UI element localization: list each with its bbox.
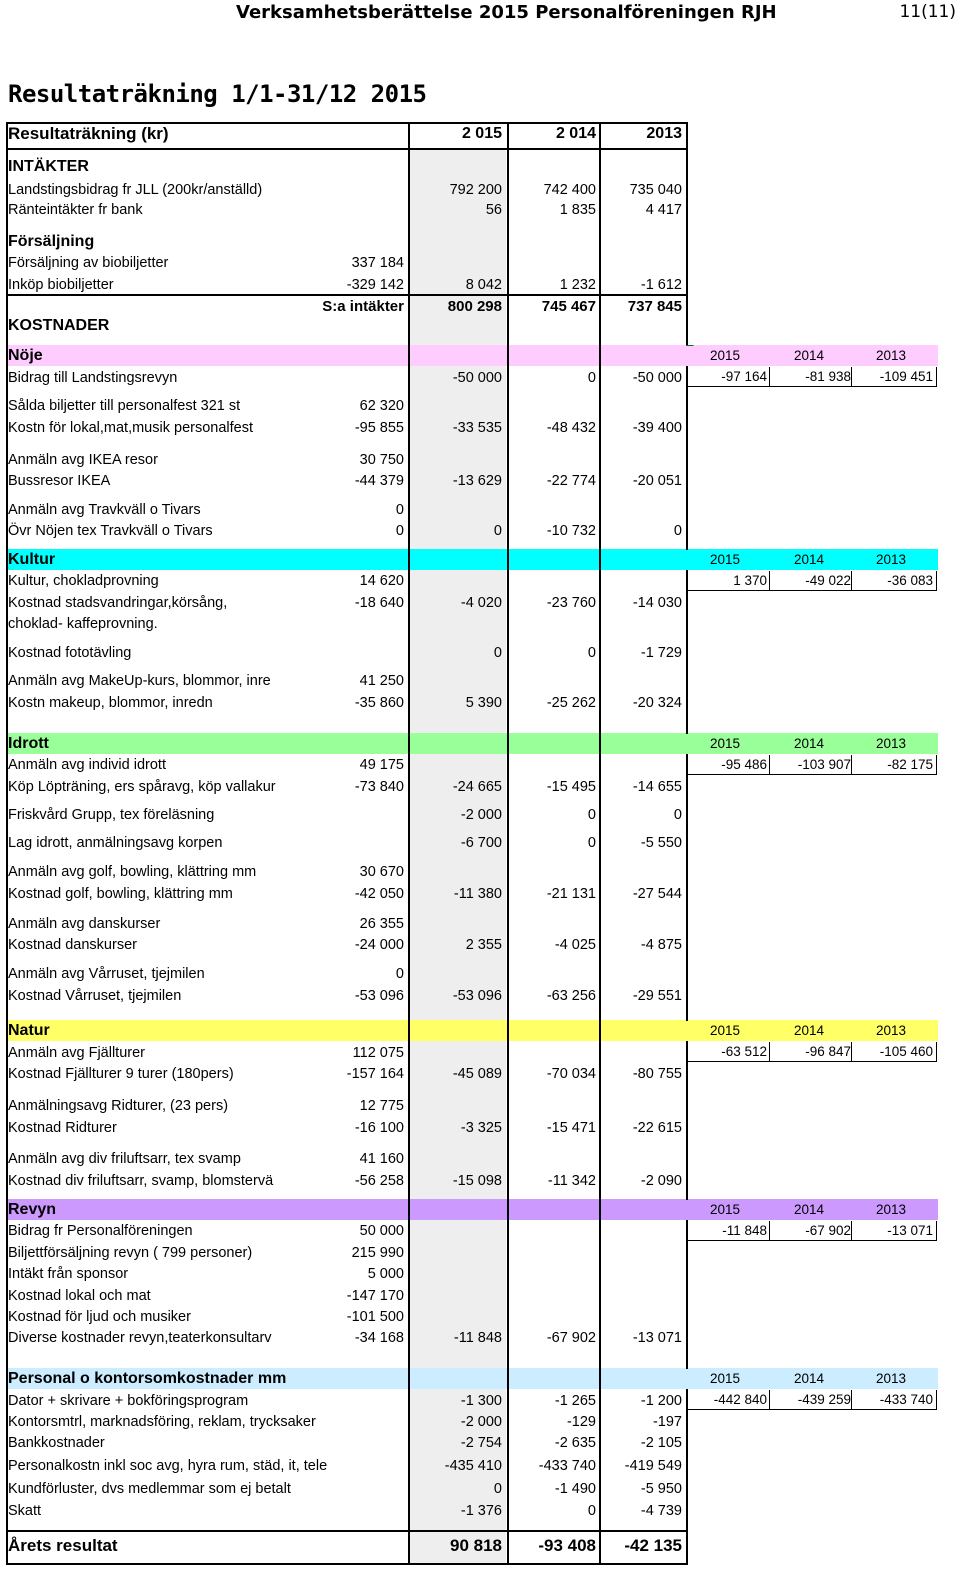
row-subtotal: -73 840 (354, 779, 404, 795)
row-subtotal: 0 (395, 523, 404, 539)
row-subtotal: -157 164 (346, 1066, 404, 1082)
summary-year: 2013 (875, 1371, 907, 1386)
row-label: Friskvård Grupp, tex föreläsning (8, 807, 215, 823)
row-label: Kostnad golf, bowling, klättring mm (8, 886, 233, 902)
row-subtotal: 14 620 (359, 573, 404, 589)
row-value: -24 665 (452, 779, 502, 795)
summary-divider (769, 1390, 770, 1409)
row-label: Personalkostn inkl soc avg, hyra rum, städ, it, tele (8, 1458, 328, 1474)
row-label: Intäkt från sponsor (8, 1266, 129, 1282)
row-value: 742 400 (543, 182, 596, 198)
summary-year: 2013 (875, 348, 907, 363)
rule (6, 148, 687, 150)
row-label: Inköp biobiljetter (8, 277, 114, 293)
row-value: 0 (587, 370, 596, 386)
rule (408, 122, 410, 1565)
row-value: -45 089 (452, 1066, 502, 1082)
category-summary-kultur (686, 550, 937, 592)
row-label: Biljettförsäljning revyn ( 799 personer) (8, 1245, 253, 1261)
row-label: Bankkostnader (8, 1435, 105, 1451)
row-value: -5 950 (640, 1481, 682, 1497)
row-label: Kultur, chokladprovning (8, 573, 159, 589)
summary-year: 2013 (875, 552, 907, 567)
row-subtotal: -35 860 (354, 695, 404, 711)
row-label: Övr Nöjen tex Travkväll o Tivars (8, 523, 213, 539)
summary-year: 2013 (875, 736, 907, 751)
row-value: -33 535 (452, 420, 502, 436)
row-label: Revyn (8, 1201, 57, 1218)
row-subtotal: -42 050 (354, 886, 404, 902)
row-label: Anmäln avg IKEA resor (8, 452, 158, 468)
row-label: Sålda biljetter till personalfest 321 st (8, 398, 241, 414)
summary-year: 2015 (709, 1371, 741, 1386)
row-label: KOSTNADER (8, 317, 110, 334)
row-value: -20 051 (632, 473, 682, 489)
row-value: -4 739 (640, 1503, 682, 1519)
row-subtotal: 12 775 (359, 1098, 404, 1114)
row-subtotal: -101 500 (346, 1309, 404, 1325)
row-label: Bidrag till Landstingsrevyn (8, 370, 178, 386)
row-label: Kostnad fototävling (8, 645, 132, 661)
row-subtotal: 62 320 (359, 398, 404, 414)
rule (6, 122, 687, 124)
summary-value: -96 847 (805, 1044, 851, 1059)
row-value: -22 774 (546, 473, 596, 489)
row-value: -29 551 (632, 988, 682, 1004)
summary-value: -11 848 (722, 1223, 767, 1238)
row-value: -4 025 (554, 937, 596, 953)
row-subtotal: -24 000 (354, 937, 404, 953)
row-value: -15 495 (546, 779, 596, 795)
summary-year: 2015 (709, 1202, 741, 1217)
row-value: -2 635 (554, 1435, 596, 1451)
row-value: -1 376 (460, 1503, 502, 1519)
row-value: -27 544 (632, 886, 682, 902)
summary-divider (851, 755, 852, 774)
row-value: -53 096 (452, 988, 502, 1004)
row-subtotal: 0 (395, 966, 404, 982)
summary-divider (851, 1390, 852, 1409)
row-label: Lag idrott, anmälningsavg korpen (8, 835, 223, 851)
row-value: -23 760 (546, 595, 596, 611)
row-label: Kostnad lokal och mat (8, 1288, 151, 1304)
row-subtotal: -34 168 (354, 1330, 404, 1346)
row-label: Anmäln avg div friluftsarr, tex svamp (8, 1151, 241, 1167)
row-value: 5 390 (465, 695, 502, 711)
row-value: 0 (673, 523, 682, 539)
summary-divider (769, 1221, 770, 1240)
row-value: -15 098 (452, 1173, 502, 1189)
summary-year: 2015 (709, 552, 741, 567)
row-label: Kostnad för ljud och musiker (8, 1309, 191, 1325)
row-value: -20 324 (632, 695, 682, 711)
row-subtotal: 41 250 (359, 673, 404, 689)
row-label: Bussresor IKEA (8, 473, 111, 489)
row-subtotal: 49 175 (359, 757, 404, 773)
row-label: Anmäln avg golf, bowling, klättring mm (8, 864, 257, 880)
row-value: -50 000 (632, 370, 682, 386)
rule (6, 1563, 687, 1565)
row-label: Dator + skrivare + bokföringsprogram (8, 1393, 249, 1409)
row-value: -5 550 (640, 835, 682, 851)
summary-divider (851, 571, 852, 590)
summary-value: -82 175 (887, 757, 933, 772)
row-subtotal: -16 100 (354, 1120, 404, 1136)
category-summary-natur (686, 1021, 937, 1063)
row-value: -1 265 (554, 1393, 596, 1409)
row-subtotal: -95 855 (354, 420, 404, 436)
row-subtotal: 30 750 (359, 452, 404, 468)
row-value: -2 000 (460, 807, 502, 823)
row-value: 56 (485, 202, 502, 218)
row-subtotal: -44 379 (354, 473, 404, 489)
summary-value-row (686, 1390, 937, 1410)
row-label: Anmäln avg individ idrott (8, 757, 166, 773)
row-value: -129 (566, 1414, 596, 1430)
table-header-label: Resultaträkning (kr) (8, 124, 169, 143)
row-label: S:a intäkter (322, 298, 404, 315)
summary-value: -103 907 (797, 757, 851, 772)
row-value: -80 755 (632, 1066, 682, 1082)
summary-value: -433 740 (879, 1392, 933, 1407)
summary-year: 2014 (793, 348, 825, 363)
row-value: 792 200 (449, 182, 502, 198)
row-value: -15 471 (546, 1120, 596, 1136)
category-summary-idrott (686, 734, 937, 776)
table-header-year: 2 014 (555, 125, 596, 142)
row-label: Kostn makeup, blommor, inredn (8, 695, 213, 711)
row-subtotal: 112 075 (352, 1045, 404, 1061)
rule (686, 122, 688, 1565)
row-subtotal: 50 000 (359, 1223, 404, 1239)
row-value: 0 (587, 645, 596, 661)
summary-value-row (686, 1042, 937, 1062)
summary-year-row (686, 550, 937, 570)
row-value: -22 615 (632, 1120, 682, 1136)
row-label: Anmälningsavg Ridturer, (23 pers) (8, 1098, 229, 1114)
row-value: -48 432 (546, 420, 596, 436)
row-subtotal: 215 990 (351, 1245, 404, 1261)
row-subtotal: 26 355 (359, 916, 404, 932)
row-value: -11 380 (453, 886, 502, 902)
summary-value: 1 370 (733, 573, 767, 588)
rule (6, 1530, 687, 1532)
row-value: -435 410 (444, 1458, 502, 1474)
row-subtotal: -329 142 (346, 277, 404, 293)
summary-value-row (686, 571, 937, 591)
row-value: 745 467 (541, 298, 596, 315)
row-label: Kostnad danskurser (8, 937, 137, 953)
row-label: Kontorsmtrl, marknadsföring, reklam, trycksaker (8, 1414, 316, 1430)
row-label: Ränteintäkter fr bank (8, 202, 143, 218)
row-label: Anmäln avg Fjällturer (8, 1045, 145, 1061)
row-label: Anmäln avg Vårruset, tjejmilen (8, 966, 205, 982)
row-value: -21 131 (546, 886, 596, 902)
summary-year-row (686, 734, 937, 754)
row-label: INTÄKTER (8, 158, 89, 175)
row-label: Kostnad div friluftsarr, svamp, blomstervä (8, 1173, 274, 1189)
row-label: Köp Löpträning, ers spåravg, köp vallakur (8, 779, 276, 795)
summary-value: -13 071 (887, 1223, 933, 1238)
table-header-year: 2 015 (461, 125, 502, 142)
summary-value: -97 164 (721, 369, 767, 384)
row-value: -1 300 (460, 1393, 502, 1409)
row-label: Kostnad stadsvandringar,körsång, (8, 595, 228, 611)
row-value: -25 262 (546, 695, 596, 711)
summary-value: -442 840 (713, 1392, 767, 1407)
row-value: -2 754 (460, 1435, 502, 1451)
summary-year: 2013 (875, 1023, 907, 1038)
row-value: -13 629 (452, 473, 502, 489)
row-value: 0 (493, 645, 502, 661)
summary-year-row (686, 346, 937, 366)
row-label: Kostn för lokal,mat,musik personalfest (8, 420, 253, 436)
row-label: Skatt (8, 1503, 42, 1519)
row-value: -42 135 (624, 1536, 682, 1555)
row-value: -1 490 (554, 1481, 596, 1497)
row-subtotal: 5 000 (367, 1266, 404, 1282)
summary-divider (769, 755, 770, 774)
row-label: choklad- kaffeprovning. (8, 616, 158, 632)
summary-divider (769, 1042, 770, 1061)
row-value: -433 740 (538, 1458, 596, 1474)
rule (599, 122, 601, 1565)
row-label: Bidrag fr Personalföreningen (8, 1223, 193, 1239)
row-value: -14 655 (632, 779, 682, 795)
row-value: -13 071 (632, 1330, 682, 1346)
row-subtotal: 337 184 (351, 255, 404, 271)
row-value: -197 (652, 1414, 682, 1430)
summary-year: 2014 (793, 1023, 825, 1038)
row-label: Anmäln avg Travkväll o Tivars (8, 502, 201, 518)
table-header-year: 2013 (646, 125, 682, 142)
row-value: -4 875 (640, 937, 682, 953)
summary-divider (851, 1042, 852, 1061)
summary-year: 2014 (793, 1202, 825, 1217)
row-label: Kundförluster, dvs medlemmar som ej betalt (8, 1481, 291, 1497)
summary-value: -49 022 (805, 573, 851, 588)
row-label: Kostnad Ridturer (8, 1120, 117, 1136)
row-subtotal: -18 640 (354, 595, 404, 611)
row-value: 0 (493, 523, 502, 539)
row-value: 737 845 (627, 298, 682, 315)
row-value: -1 612 (640, 277, 682, 293)
row-value: 0 (587, 835, 596, 851)
row-label: Personal o kontorsomkostnader mm (8, 1370, 287, 1387)
row-subtotal: -147 170 (346, 1288, 404, 1304)
summary-year-row (686, 1021, 937, 1041)
row-value: -11 848 (453, 1330, 502, 1346)
row-value: -2 090 (640, 1173, 682, 1189)
row-label: Diverse kostnader revyn,teaterkonsultarv (8, 1330, 272, 1346)
row-value: 1 835 (559, 202, 596, 218)
row-value: -1 729 (640, 645, 682, 661)
row-subtotal: -56 258 (354, 1173, 404, 1189)
row-label: Landstingsbidrag fr JLL (200kr/anställd) (8, 182, 263, 198)
category-summary-personal (686, 1369, 937, 1411)
row-subtotal: -53 096 (354, 988, 404, 1004)
row-value: -4 020 (460, 595, 502, 611)
summary-value: -105 460 (879, 1044, 933, 1059)
row-value: -6 700 (460, 835, 502, 851)
row-value: 0 (587, 1503, 596, 1519)
row-value: 1 232 (559, 277, 596, 293)
row-label: Kostnad Vårruset, tjejmilen (8, 988, 182, 1004)
summary-value: -95 486 (721, 757, 767, 772)
row-value: -93 408 (538, 1536, 596, 1555)
row-value: -14 030 (632, 595, 682, 611)
row-value: 0 (493, 1481, 502, 1497)
rule (6, 122, 8, 1565)
summary-year: 2014 (793, 1371, 825, 1386)
row-value: -11 342 (547, 1173, 596, 1189)
row-value: -63 256 (546, 988, 596, 1004)
row-subtotal: 0 (395, 502, 404, 518)
summary-year: 2015 (709, 736, 741, 751)
row-value: 0 (673, 807, 682, 823)
category-summary-revyn (686, 1200, 937, 1242)
summary-divider (769, 367, 770, 386)
summary-year-row (686, 1200, 937, 1220)
row-subtotal: 30 670 (359, 864, 404, 880)
row-value: -419 549 (624, 1458, 682, 1474)
row-value: 90 818 (450, 1536, 502, 1555)
row-label: Natur (8, 1022, 50, 1039)
row-value: -1 200 (640, 1393, 682, 1409)
sheet-title: Resultaträkning 1/1-31/12 2015 (8, 80, 427, 108)
summary-year-row (686, 1369, 937, 1389)
summary-year: 2013 (875, 1202, 907, 1217)
row-label: Årets resultat (8, 1536, 118, 1555)
row-value: -67 902 (546, 1330, 596, 1346)
summary-divider (851, 367, 852, 386)
row-value: -3 325 (460, 1120, 502, 1136)
category-summary-nöje (686, 346, 937, 388)
row-label: Kultur (8, 551, 56, 568)
summary-value-row (686, 367, 937, 387)
document-title: Verksamhetsberättelse 2015 Personalföreningen RJH (236, 2, 777, 23)
row-label: Idrott (8, 735, 49, 752)
summary-divider (851, 1221, 852, 1240)
summary-value: -439 259 (797, 1392, 851, 1407)
summary-value: -63 512 (721, 1044, 767, 1059)
summary-year: 2014 (793, 552, 825, 567)
row-label: Kostnad Fjällturer 9 turer (180pers) (8, 1066, 234, 1082)
summary-divider (769, 571, 770, 590)
summary-value: -36 083 (887, 573, 933, 588)
summary-value-row (686, 1221, 937, 1241)
page-number: 11(11) (899, 2, 956, 22)
row-value: -2 000 (460, 1414, 502, 1430)
summary-year: 2014 (793, 736, 825, 751)
row-value: -39 400 (632, 420, 682, 436)
row-value: -2 105 (640, 1435, 682, 1451)
row-value: 800 298 (447, 298, 502, 315)
summary-year: 2015 (709, 1023, 741, 1038)
row-value: 8 042 (465, 277, 502, 293)
row-value: 0 (587, 807, 596, 823)
row-value: 735 040 (629, 182, 682, 198)
row-value: -10 732 (546, 523, 596, 539)
row-value: -50 000 (452, 370, 502, 386)
summary-value: -67 902 (805, 1223, 851, 1238)
row-label: Försäljning (8, 233, 95, 250)
row-value: 2 355 (465, 937, 502, 953)
summary-value: -109 451 (879, 369, 933, 384)
row-subtotal: 41 160 (359, 1151, 404, 1167)
row-value: 4 417 (645, 202, 682, 218)
summary-value: -81 938 (805, 369, 851, 384)
row-value: -70 034 (546, 1066, 596, 1082)
rule (6, 294, 687, 296)
row-label: Försäljning av biobiljetter (8, 255, 169, 271)
row-label: Anmäln avg danskurser (8, 916, 161, 932)
rule (507, 122, 509, 1565)
summary-year: 2015 (709, 348, 741, 363)
row-label: Anmäln avg MakeUp-kurs, blommor, inre (8, 673, 271, 689)
row-label: Nöje (8, 347, 43, 364)
summary-value-row (686, 755, 937, 775)
